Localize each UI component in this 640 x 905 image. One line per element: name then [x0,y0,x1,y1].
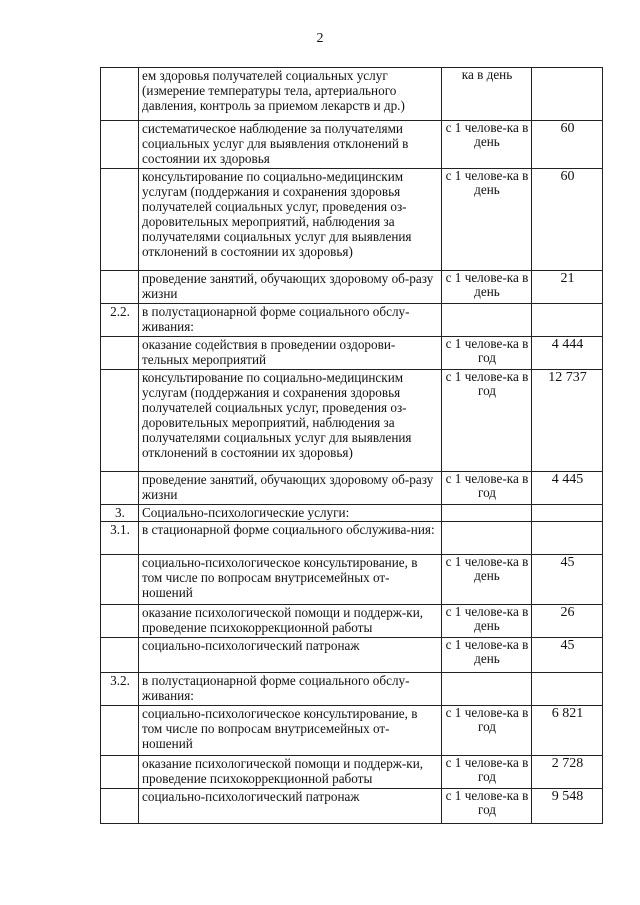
table-row [101,68,603,121]
service-unit [442,673,532,706]
service-unit: с 1 челове-ка в год [442,789,532,824]
row-number [101,169,139,271]
row-number [101,370,139,472]
service-name: проведение занятий, обучающих здоровому об-разу жизни [139,472,442,505]
service-unit: с 1 челове-ка в год [442,370,532,472]
service-value: 6 821 [532,706,603,756]
table-row [101,271,603,304]
service-value: 9 548 [532,789,603,824]
services-table [100,67,603,824]
page-number: 2 [316,31,324,46]
section-row [101,304,603,337]
table-row [101,638,603,673]
row-number: 3.1. [101,522,139,555]
service-value: 12 737 [532,370,603,472]
service-unit [442,505,532,522]
table-row [101,605,603,638]
service-value [532,505,603,522]
service-value: 45 [532,555,603,605]
section-row [101,522,603,555]
table-row [101,706,603,756]
row-number [101,472,139,505]
service-unit: с 1 челове-ка в день [442,169,532,271]
table-row [101,555,603,605]
service-unit: ка в день [442,68,532,121]
service-name: в полустационарной форме социального обслу-живания: [139,304,442,337]
row-number: 3. [101,505,139,522]
service-name: консультирование по социально-медицинским услугам (поддержания и сохранения здоровья получателей социальных услуг, проведения оз-доровительных мероприятий, наблюдения за получателями социальных услуг для выявления отклонений в состоянии их здоровья) [139,169,442,271]
service-value: 4 445 [532,472,603,505]
service-name: Социально-психологические услуги: [139,505,442,522]
service-value: 2 728 [532,756,603,789]
row-number [101,68,139,121]
table-row [101,121,603,169]
service-name: консультирование по социально-медицинским услугам (поддержания и сохранения здоровья получателей социальных услуг, проведения оз-доровительных мероприятий, наблюдения за получателями социальных услуг для выявления отклонений в состоянии их здоровья) [139,370,442,472]
row-number [101,271,139,304]
row-number [101,605,139,638]
service-name: проведение занятий, обучающих здоровому об-разу жизни [139,271,442,304]
row-number: 2.2. [101,304,139,337]
service-value [532,304,603,337]
table-row [101,789,603,824]
service-unit: с 1 челове-ка в день [442,555,532,605]
service-value: 26 [532,605,603,638]
service-name: систематическое наблюдение за получателями социальных услуг для выявления отклонений в состоянии их здоровья [139,121,442,169]
row-number [101,638,139,673]
table-row [101,472,603,505]
row-number [101,756,139,789]
table-row [101,169,603,271]
service-unit: с 1 челове-ка в год [442,706,532,756]
service-value: 4 444 [532,337,603,370]
service-name: в полустационарной форме социального обслу-живания: [139,673,442,706]
row-number: 3.2. [101,673,139,706]
section-row [101,673,603,706]
row-number [101,555,139,605]
service-unit [442,304,532,337]
service-unit: с 1 челове-ка в год [442,472,532,505]
row-number [101,706,139,756]
service-unit: с 1 челове-ка в день [442,638,532,673]
service-unit: с 1 челове-ка в день [442,121,532,169]
service-name: в стационарной форме социального обслужива-ния: [139,522,442,555]
service-value: 45 [532,638,603,673]
services-table-body [101,68,603,824]
service-value: 60 [532,169,603,271]
section-row [101,505,603,522]
service-unit: с 1 челове-ка в день [442,605,532,638]
service-name: социально-психологический патронаж [139,789,442,824]
service-value: 21 [532,271,603,304]
table-row [101,370,603,472]
row-number [101,121,139,169]
service-name: социально-психологический патронаж [139,638,442,673]
service-name: оказание содействия в проведении оздорови-тельных мероприятий [139,337,442,370]
service-value [532,522,603,555]
service-value [532,673,603,706]
service-name: социально-психологическое консультирование, в том числе по вопросам внутрисемейных от-ношений [139,706,442,756]
table-row [101,337,603,370]
table-row [101,756,603,789]
service-name: ем здоровья получателей социальных услуг (измерение температуры тела, артериального давления, контроль за приемом лекарств и др.) [139,68,442,121]
service-name: оказание психологической помощи и поддерж-ки, проведение психокоррекционной работы [139,756,442,789]
row-number [101,337,139,370]
service-name: оказание психологической помощи и поддерж-ки, проведение психокоррекционной работы [139,605,442,638]
service-unit: с 1 челове-ка в год [442,337,532,370]
service-unit [442,522,532,555]
row-number [101,789,139,824]
service-value [532,68,603,121]
service-value: 60 [532,121,603,169]
service-unit: с 1 челове-ка в день [442,271,532,304]
service-name: социально-психологическое консультирование, в том числе по вопросам внутрисемейных от-ношений [139,555,442,605]
service-unit: с 1 челове-ка в год [442,756,532,789]
